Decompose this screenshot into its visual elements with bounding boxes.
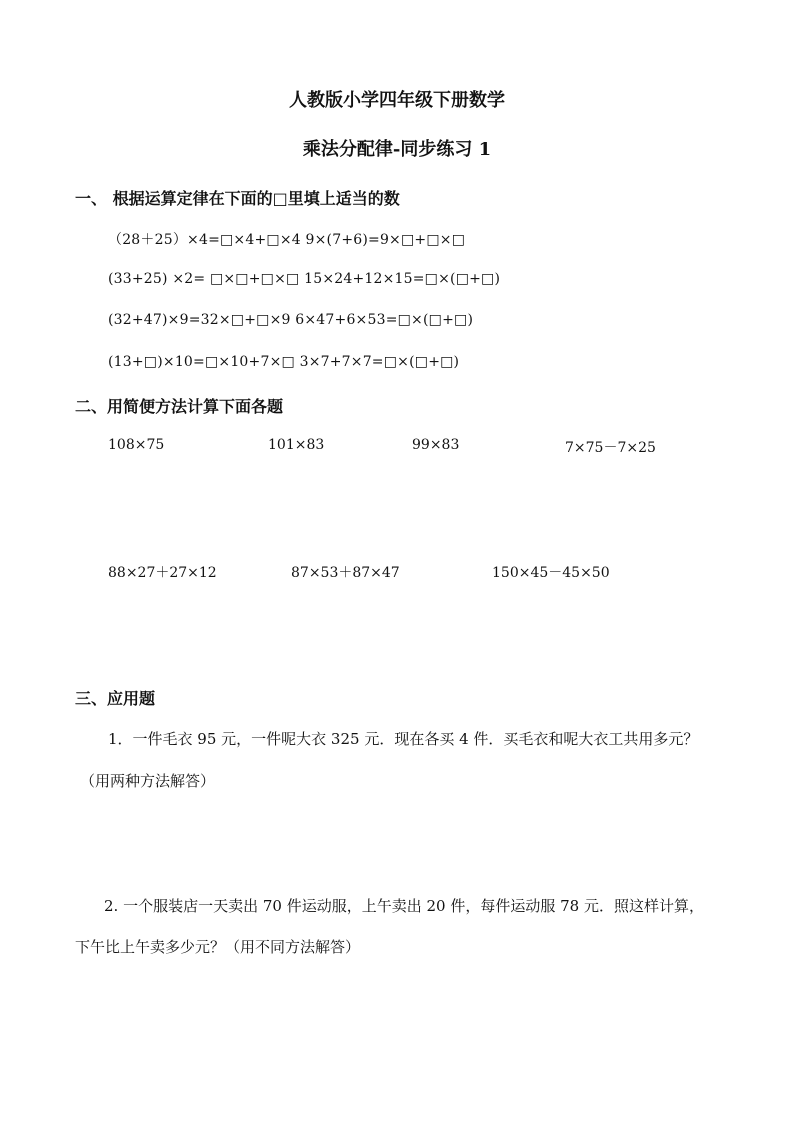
fill-in-line-4: (13+□)×10=□×10+7×□ 3×7+7×7=□×(□+□)	[108, 354, 460, 370]
section-1-heading: 一、 根据运算定律在下面的□里填上适当的数	[75, 189, 400, 208]
page-subtitle: 乘法分配律-同步练习 1	[302, 139, 492, 160]
problem-1-line-1: 1．一件毛衣 95 元，一件呢大衣 325 元．现在各买 4 件．买毛衣和呢大衣工共用多元？	[108, 730, 699, 748]
calc-expression-7: 150×45－45×50	[492, 565, 610, 581]
fill-in-line-1: （28＋25）×4=□×4+□×4 9×(7+6)=9×□+□×□	[108, 232, 466, 248]
page-title: 人教版小学四年级下册数学	[289, 90, 505, 111]
section-3-heading: 三、应用题	[75, 689, 156, 708]
problem-2-line-2: 下午比上午卖多少元？（用不同方法解答）	[75, 938, 361, 956]
calc-expression-5: 88×27＋27×12	[108, 565, 217, 581]
calc-expression-3: 99×83	[412, 437, 460, 453]
fill-in-line-2: (33+25) ×2= □×□+□×□ 15×24+12×15=□×(□+□)	[108, 271, 501, 287]
calc-expression-4: 7×75－7×25	[565, 440, 656, 456]
fill-in-line-3: (32+47)×9=32×□+□×9 6×47+6×53=□×(□+□)	[108, 312, 474, 328]
section-2-heading: 二、用简便方法计算下面各题	[75, 397, 284, 416]
calc-expression-1: 108×75	[108, 437, 165, 453]
calc-expression-2: 101×83	[268, 437, 325, 453]
problem-2-line-1: 2. 一个服装店一天卖出 70 件运动服，上午卖出 20 件，每件运动服 78 元．照这样计算，	[104, 897, 704, 915]
problem-1-line-2: （用两种方法解答）	[80, 772, 216, 790]
calc-expression-6: 87×53＋87×47	[291, 565, 400, 581]
